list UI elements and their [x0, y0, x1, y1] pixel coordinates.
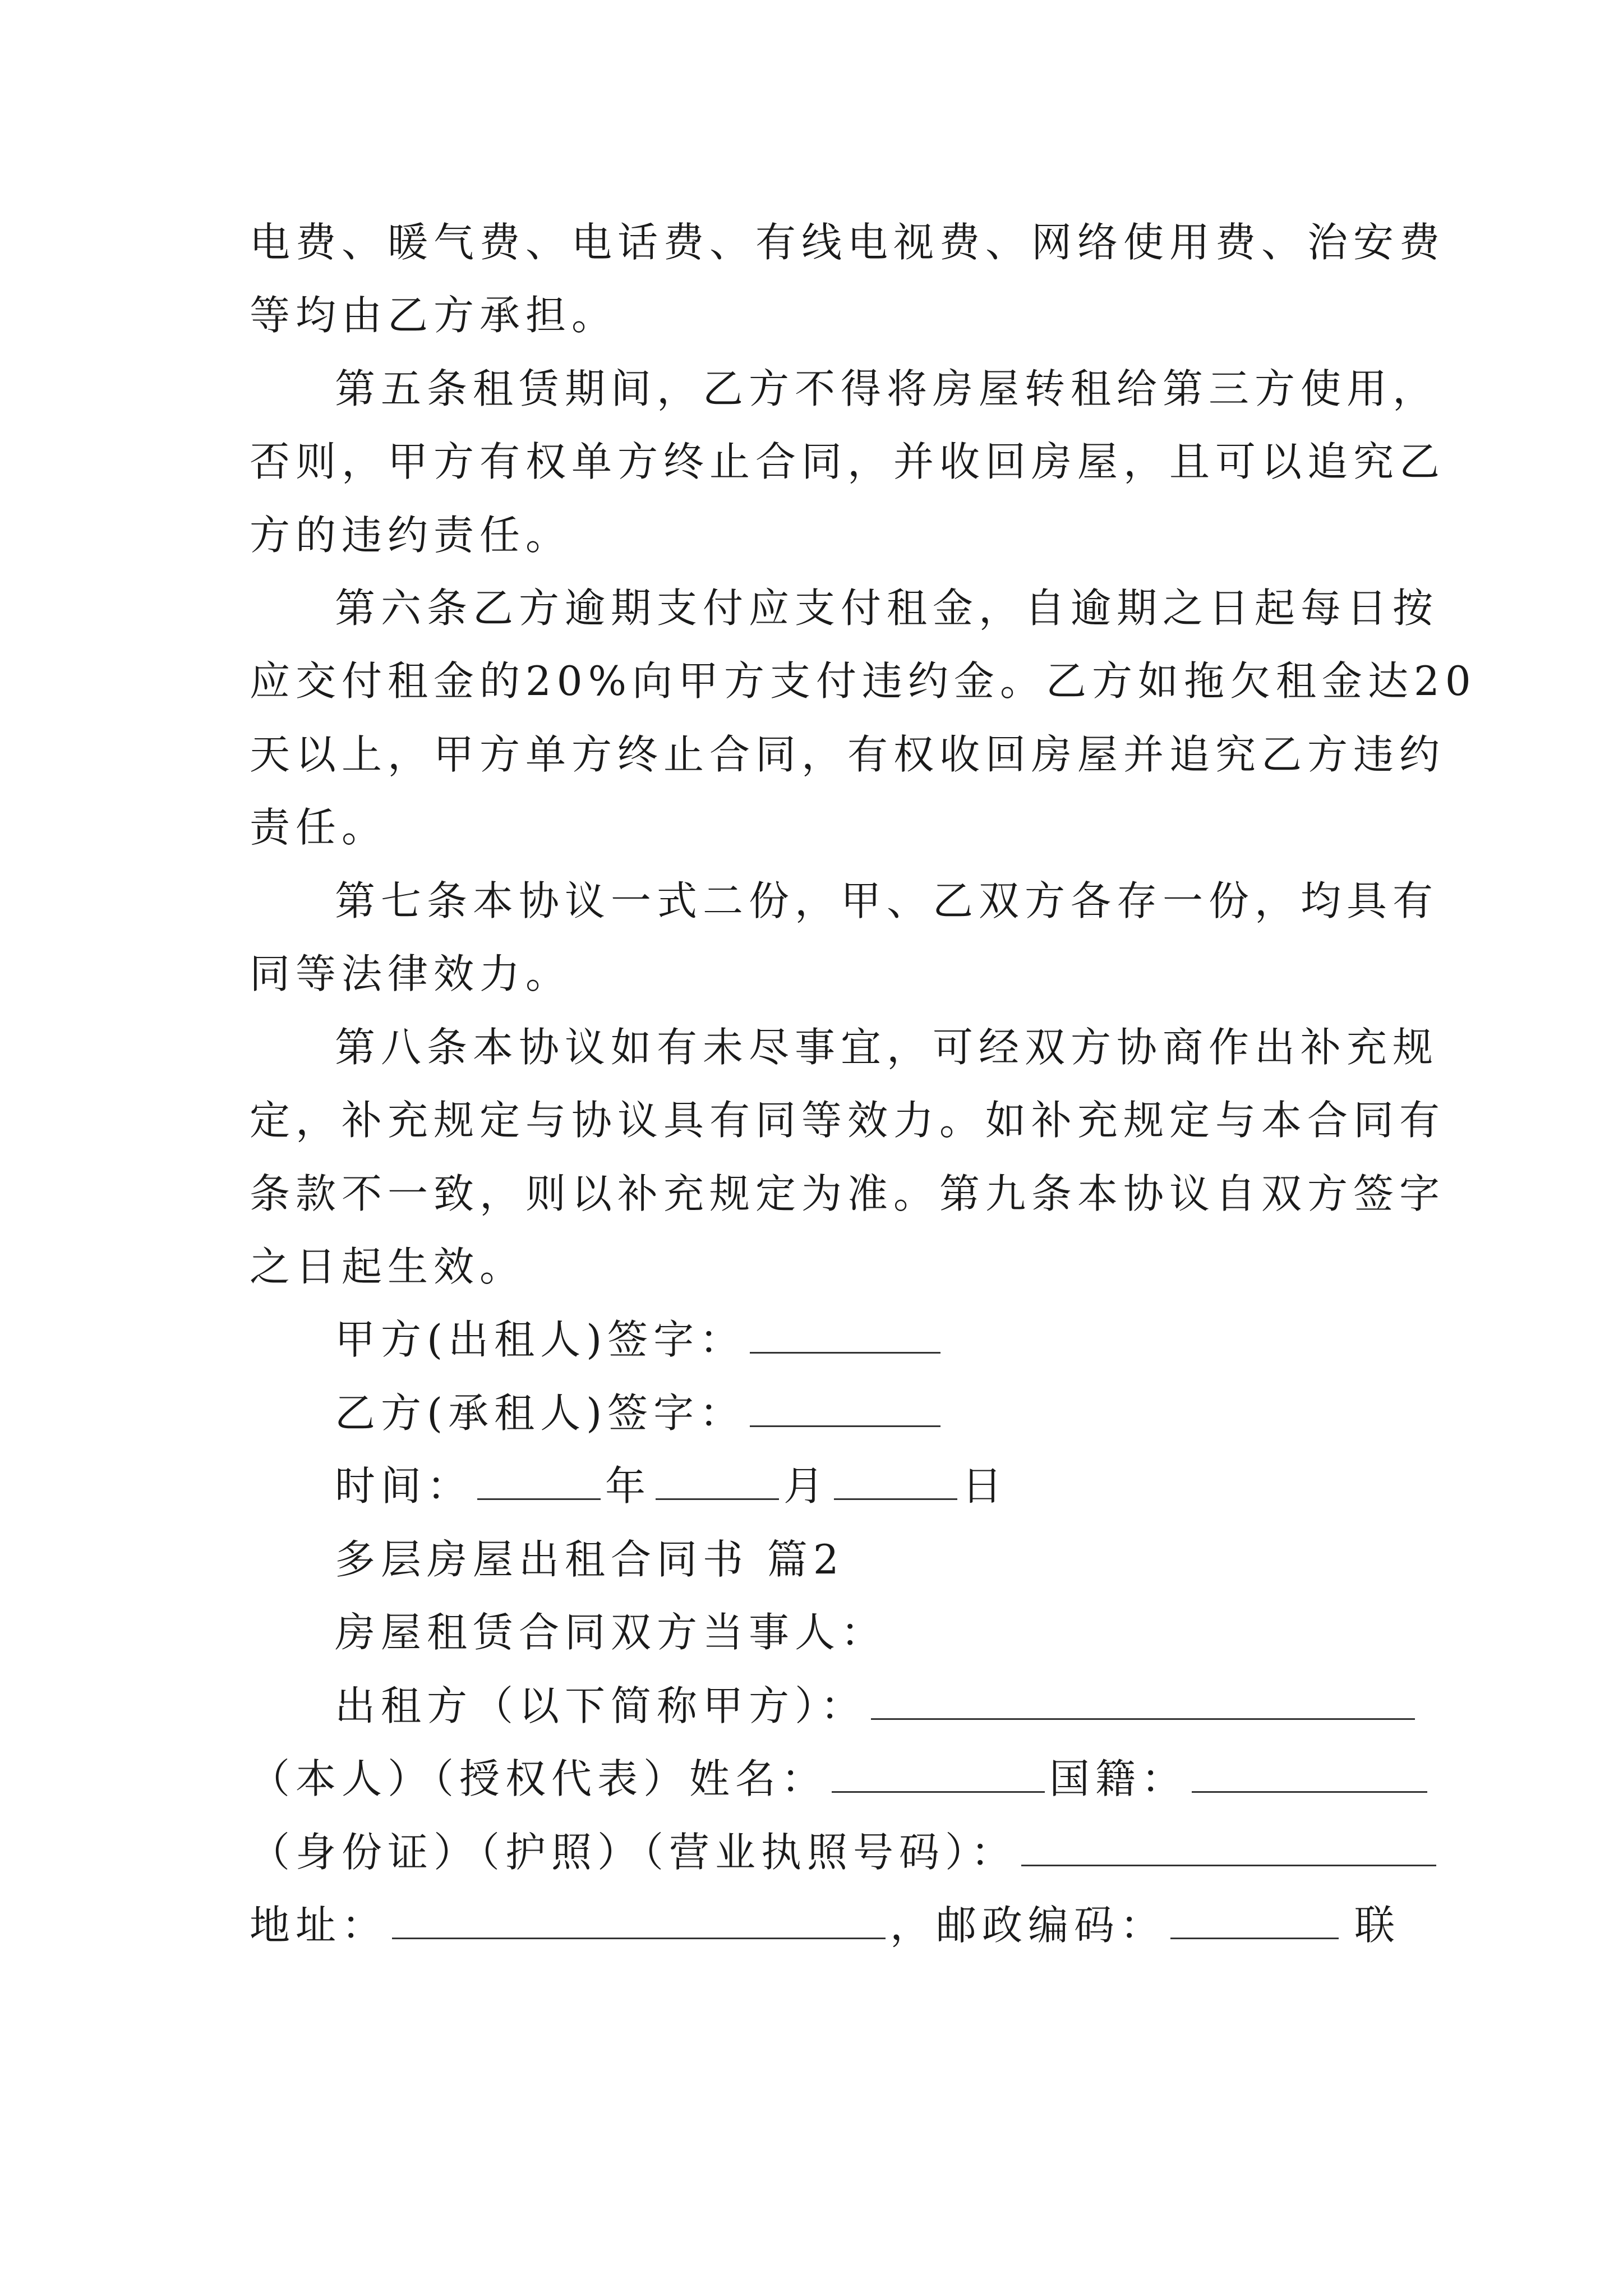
paragraph-line: 方的违约责任。 [250, 512, 572, 559]
lessor-signature-row [335, 1312, 945, 1368]
time-label: 时间： [335, 1462, 473, 1510]
postcode-label: ，邮政编码： [890, 1902, 1166, 1949]
id-blank[interactable] [1021, 1830, 1436, 1866]
paragraph-line: 条款不一致，则以补充规定为准。第九条本协议自双方签字 [250, 1170, 1446, 1217]
clause-8-line: 第八条本协议如有未尽事宜，可经双方协商作出补充规 [335, 1024, 1439, 1071]
clause-5-line: 第五条租赁期间，乙方不得将房屋转租给第三方使用， [335, 365, 1439, 412]
name-blank[interactable] [832, 1756, 1045, 1793]
day-label: 日 [962, 1462, 1008, 1510]
clause-6-line: 第六条乙方逾期支付应支付租金，自逾期之日起每日按 [335, 585, 1439, 632]
nationality-blank[interactable] [1192, 1756, 1427, 1793]
id-row [250, 1824, 1441, 1880]
name-label: （本人）（授权代表）姓名： [250, 1755, 828, 1802]
lessor-signature-blank[interactable] [750, 1317, 940, 1354]
lessor-blank[interactable] [871, 1683, 1415, 1720]
paragraph-line: 之日起生效。 [250, 1243, 526, 1290]
paragraph-line: 定，补充规定与协议具有同等效力。如补充规定与本合同有 [250, 1097, 1446, 1144]
lessee-signature-label: 乙方(承租人)签字： [335, 1389, 746, 1437]
paragraph-line: 天以上，甲方单方终止合同，有权收回房屋并追究乙方违约 [250, 731, 1446, 778]
paragraph-line: 应交付租金的20%向甲方支付违约金。乙方如拖欠租金达20 [250, 657, 1477, 705]
lessee-signature-row [335, 1385, 945, 1441]
paragraph-line: 同等法律效力。 [250, 950, 572, 997]
address-blank[interactable] [392, 1903, 886, 1939]
lessee-signature-blank[interactable] [750, 1391, 940, 1427]
paragraph-line: 责任。 [250, 804, 388, 851]
address-label: 地址： [250, 1902, 388, 1949]
paragraph-line: 否则，甲方有权单方终止合同，并收回房屋，且可以追究乙 [250, 438, 1446, 485]
paragraph-line: 等均由乙方承担。 [250, 292, 618, 339]
id-label: （身份证）（护照）（营业执照号码）： [250, 1829, 1017, 1876]
month-label: 月 [783, 1462, 830, 1510]
contact-continuation: 联 [1354, 1902, 1401, 1949]
date-row [335, 1458, 1008, 1514]
lessor-signature-label: 甲方(出租人)签字： [335, 1316, 746, 1363]
paragraph-line: 电费、暖气费、电话费、有线电视费、网络使用费、治安费 [250, 219, 1446, 266]
day-blank[interactable] [834, 1464, 957, 1500]
address-row [250, 1897, 1400, 1953]
section-title: 多层房屋出租合同书 篇2 [335, 1536, 845, 1583]
lessor-label: 出租方（以下简称甲方）： [335, 1682, 867, 1729]
parties-heading: 房屋租赁合同双方当事人： [335, 1609, 887, 1656]
year-blank[interactable] [477, 1464, 601, 1500]
lessor-row [335, 1678, 1419, 1734]
name-row [250, 1751, 1432, 1807]
month-blank[interactable] [656, 1464, 779, 1500]
year-label: 年 [605, 1462, 652, 1510]
nationality-label: 国籍： [1049, 1755, 1188, 1802]
clause-7-line: 第七条本协议一式二份，甲、乙双方各存一份，均具有 [335, 877, 1439, 924]
postcode-blank[interactable] [1170, 1903, 1339, 1939]
